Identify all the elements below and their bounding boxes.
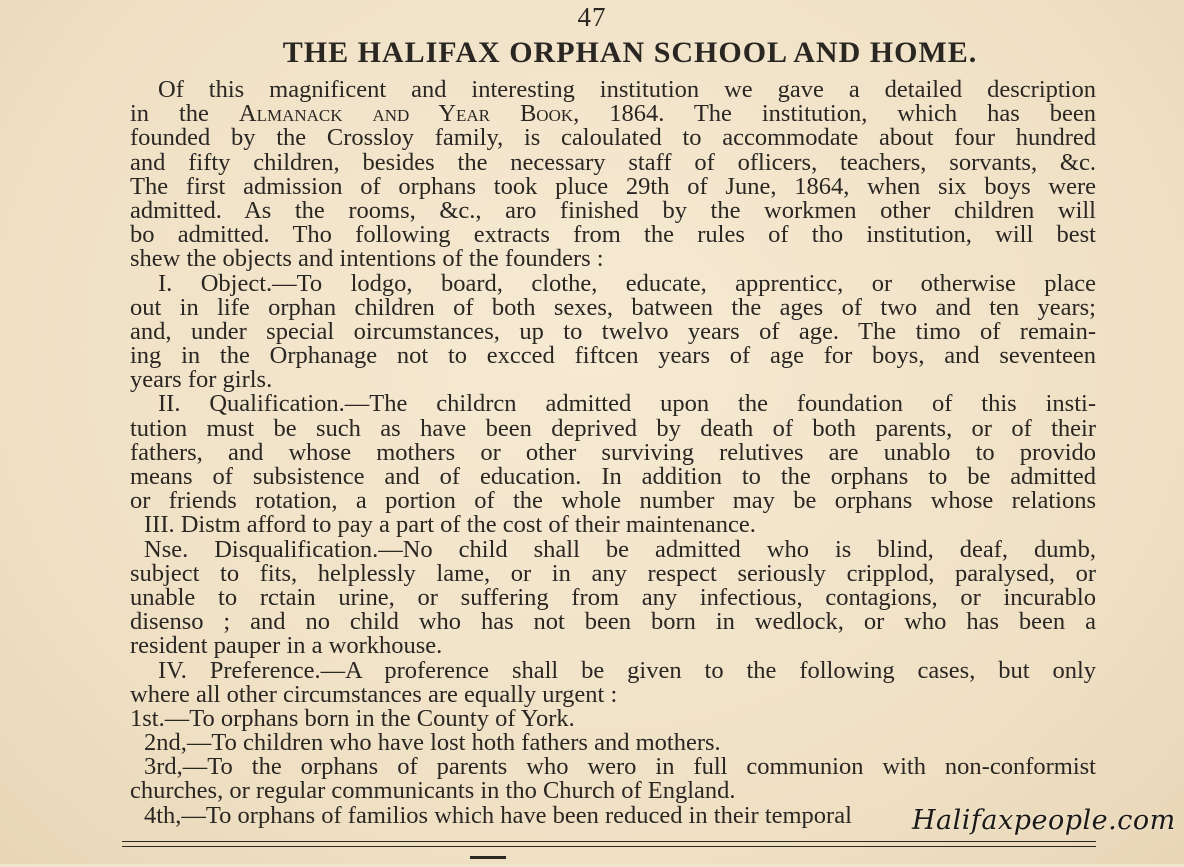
text-line: and, under special oircumstances, up to twelvo years of age. The timo of remain- bbox=[130, 317, 1096, 345]
text-line: Nse. Disqualification.—No child shall be admitted who is blind, deaf, dumb, bbox=[144, 535, 1096, 563]
text-line: where all other circumstances are equally urgent : bbox=[130, 680, 618, 708]
text-line: and fifty children, besides the necessary staff of oflicers, teachers, sorvants, &c. bbox=[130, 148, 1096, 176]
text-line: resident pauper in a workhouse. bbox=[130, 632, 443, 660]
text-line: disenso ; and no child who has not been born in wedlock, or who has been a bbox=[130, 608, 1096, 636]
article-body bbox=[130, 78, 1096, 828]
text-line: Of this magnificent and interesting institution we gave a detailed description bbox=[158, 76, 1096, 103]
text-line: shew the objects and intentions of the founders : bbox=[130, 245, 604, 273]
text-line: III. Distm afford to pay a part of the cost of their maintenance. bbox=[144, 511, 756, 539]
text-line: out in life orphan children of both sexes, batween the ages of two and ten years; bbox=[130, 293, 1096, 321]
text-line: admitted. As the rooms, &c., aro finished by the workmen other children will bbox=[130, 196, 1096, 224]
text-line: 3rd,—To the orphans of parents who wero in full communion with non-conformist bbox=[144, 753, 1096, 781]
text-line: unable to rctain urine, or suffering from any infectious, contagions, or incurablo bbox=[130, 583, 1096, 611]
text-line: means of subsistence and of education. In addition to the orphans to be admitted bbox=[130, 463, 1096, 490]
text-line: II. Qualification.—The childrcn admitted upon the foundation of this insti- bbox=[158, 390, 1096, 418]
text-line: subject to fits, helplessly lame, or in any respect seriously cripplod, paralysed, or bbox=[130, 559, 1096, 587]
bottom-rule-lower bbox=[122, 846, 1096, 847]
text-line: in the Almanack and Year Book, 1864. The institution, which has been bbox=[130, 100, 1096, 128]
cut-off-next-title bbox=[470, 856, 506, 867]
text-line: 2nd,—To children who have lost hoth fathers and mothers. bbox=[144, 729, 721, 757]
text-line: The first admission of orphans took pluce 29th of June, 1864, when six boys were bbox=[130, 172, 1096, 200]
article-title: THE HALIFAX ORPHAN SCHOOL AND HOME. bbox=[282, 36, 978, 69]
text-line: or friends rotation, a portion of the whole number may be orphans whose relations bbox=[130, 487, 1096, 515]
text-line: 4th,—To orphans of familios which have been reduced in their temporal bbox=[144, 801, 852, 829]
page-number: 47 bbox=[577, 2, 607, 32]
text-line: IV. Preference.—A proference shall be given to the following cases, but only bbox=[158, 656, 1096, 684]
text-line: I. Object.—To lodgo, board, clothe, educate, apprenticc, or otherwise place bbox=[158, 269, 1096, 297]
text-line: 1st.—To orphans born in the County of York. bbox=[130, 704, 575, 732]
text-line: fathers, and whose mothers or other surviving relutives are unablo to provido bbox=[130, 438, 1096, 466]
text-line: bo admitted. Tho following extracts from the rules of tho institution, will best bbox=[130, 221, 1096, 249]
text-line: tution must be such as have been deprived by death of both parents, or of their bbox=[130, 414, 1096, 442]
text-line: founded by the Crossloy family, is caloulated to accommodate about four hundred bbox=[130, 124, 1096, 152]
text-line: churches, or regular communicants in tho Church of England. bbox=[130, 777, 736, 805]
watermark: Halifaxpeople.com bbox=[912, 805, 1176, 836]
text-line: years for girls. bbox=[130, 366, 273, 394]
bottom-rule-upper bbox=[122, 841, 1096, 842]
text-line: ing in the Orphanage not to excced fiftcen years of age for boys, and seventeen bbox=[130, 342, 1096, 370]
